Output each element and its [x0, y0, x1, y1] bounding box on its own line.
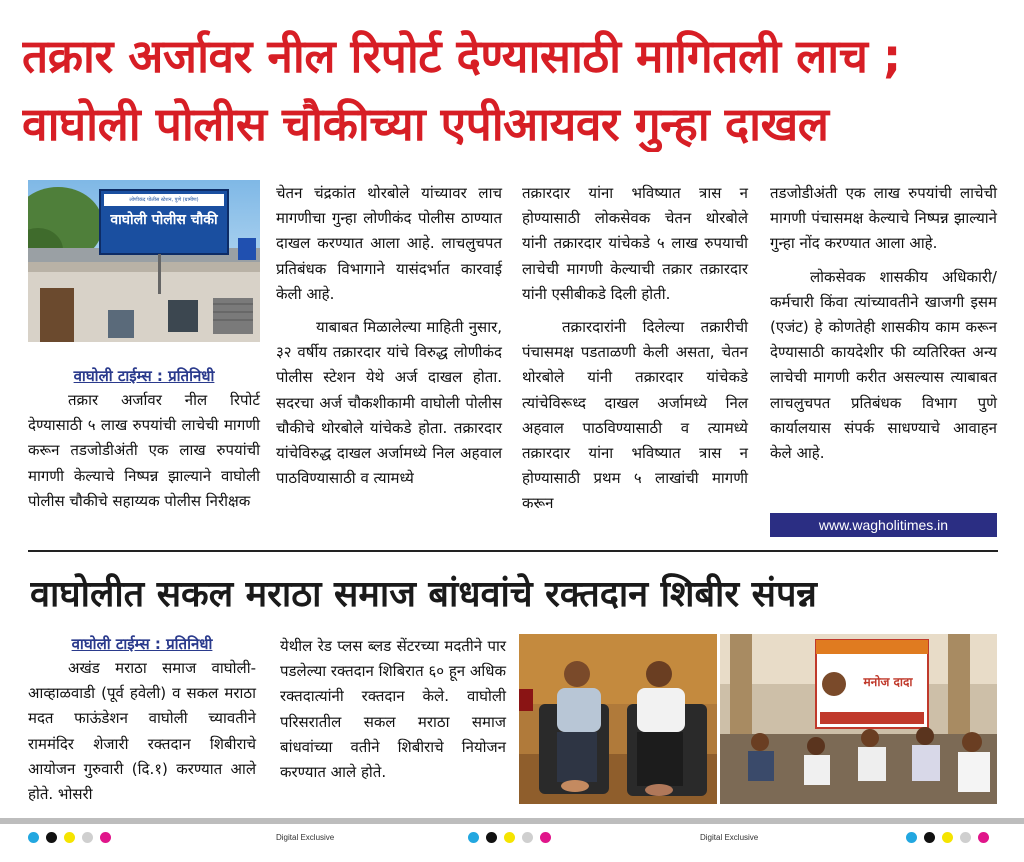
story1-column-1 — [28, 364, 260, 514]
main-headline-line-2: वाघोली पोलीस चौकीच्या एपीआयवर गुन्हा दाखल — [22, 97, 829, 151]
story1-col3-paragraph-2: तक्रारदारांनी दिलेल्या तक्रारीची पंचासमक्ष पडताळणी केली असता, चेतन थोरबोले यांनी तक्रारदार यांचेकडे त्यांचेविरूध्द दाखल अर्जामध्ये निल अहवाल पाठविण्यासाठी व त्यामध्ये तक्रारदार यांना भविष्यात त्रास न होण्यासाठी प्रथम ५ लाखांची मागणी करून — [522, 318, 748, 513]
reg-dot-black — [46, 832, 57, 843]
reg-dot-gray — [82, 832, 93, 843]
reg-dot-black-mid — [486, 832, 497, 843]
website-bar: www.wagholitimes.in — [770, 513, 997, 537]
camp-banner-text: मनोज दादा — [863, 675, 913, 689]
story2-col1-text: अखंड मराठा समाज वाघोली-आव्हाळवाडी (पूर्व हवेली) व सकल मराठा मदत फाऊंडेशन वाघोली च्यावतीने राममंदिर शेजारी रक्तदान शिबीराचे आयोजन गुरुवारी (दि.१) करण्यात आले होते. भोसरी — [28, 659, 256, 804]
reg-dot-magenta — [100, 832, 111, 843]
signboard-title: वाघोली पोलीस चौकी — [110, 212, 218, 228]
story1-col1-text: तक्रार अर्जावर नील रिपोर्ट देण्यासाठी ५ लाख रुपयांची लाचेची मागणी करून तडजोडीअंती एक लाख रुपयांची मागणी केल्याचे निष्पन्न झाल्याने वाघोली पोलीस चौकीचे सहाय्यक पोलीस निरीक्षक — [28, 391, 260, 510]
reg-dot-gray-mid — [522, 832, 533, 843]
story2-byline: वाघोली टाईम्स : प्रतिनिधी — [71, 635, 213, 653]
reg-dot-cyan-right — [906, 832, 917, 843]
story1-col4-paragraph-2: लोकसेवक शासकीय अधिकारी/कर्मचारी किंवा त्यांच्यावतीने खाजगी इसम (एजंट) हे कोणतेही शासकीय काम करून देण्यासाठी कायदेशीर फी व्यतिरिक्त अन्य लाचेची मागणी करीत असल्यास त्याबाबत लाचलुचपत प्रतिबंधक विभाग पुणे कार्यालयास संपर्क साधण्याचे आवाहन केले आहे. — [770, 267, 997, 463]
story1-col4-paragraph-1: तडजोडीअंती एक लाख रुपयांची लाचेची मागणी पंचासमक्ष केल्याचे निष्पन्न झाल्याने गुन्हा नोंद करण्यात आला आहे. — [770, 184, 997, 253]
reg-dot-black-right — [924, 832, 935, 843]
story1-col3-paragraph-1: तक्रारदार यांना भविष्यात त्रास न होण्यासाठी लोकसेवक चेतन थोरबोले यांनी तक्रारदार यांचेकडे ५ लाख रुपयाची लाचेची मागणी केल्याची तक्रार तक्रारदार यांनी एसीबीकडे दिली होती. — [522, 184, 748, 303]
story2-column-1 — [28, 632, 256, 807]
reg-dot-cyan — [28, 832, 39, 843]
police-chowki-photo — [28, 180, 260, 342]
blood-donation-photo-1 — [519, 634, 717, 804]
story2-col2-text: येथील रेड प्लस ब्लड सेंटरच्या मदतीने पार पडलेल्या रक्तदान शिबिरात ६० हून अधिक रक्तदात्यांनी रक्तदान केले. वाघोली परिसरातील सकल मराठा समाज बांधवांच्या वतीने शिबीराचे नियोजन करण्यात आले होते. — [280, 637, 506, 782]
story1-byline: वाघोली टाईम्स : प्रतिनिधी — [73, 367, 215, 385]
footer-label-2: Digital Exclusive — [700, 833, 759, 842]
main-headline-line-1: तक्रार अर्जावर नील रिपोर्ट देण्यासाठी मागितली लाच ; — [22, 29, 901, 83]
reg-dot-cyan-mid — [468, 832, 479, 843]
story1-column-2 — [276, 181, 502, 491]
story1-col2-paragraph-1: चेतन चंद्रकांत थोरबोले यांच्यावर लाच मागणीचा गुन्हा लोणीकंद पोलीस ठाण्यात दाखल करण्यात आला आहे. लाचलुचपत प्रतिबंधक विभागाने यासंदर्भात कारवाई केली आहे. — [276, 184, 502, 303]
story2-headline: वाघोलीत सकल मराठा समाज बांधवांचे रक्तदान शिबीर संपन्न — [30, 574, 817, 615]
signboard-small-text: लोणीकंद पोलीस स्टेशन, पुणे (ग्रामीण) — [129, 197, 199, 203]
reg-dot-magenta-right — [978, 832, 989, 843]
footer-bar — [0, 818, 1024, 824]
reg-dot-yellow-mid — [504, 832, 515, 843]
reg-dot-yellow-right — [942, 832, 953, 843]
footer-label-1: Digital Exclusive — [276, 833, 335, 842]
story1-column-3 — [522, 181, 748, 517]
section-divider — [28, 550, 998, 552]
reg-dot-magenta-mid — [540, 832, 551, 843]
reg-dot-yellow — [64, 832, 75, 843]
story1-col2-paragraph-2: याबाबत मिळालेल्या माहिती नुसार, ३२ वर्षीय तक्रारदार यांचे विरुद्ध लोणीकंद पोलीस स्टेशन येथे अर्ज दाखल होता. सदरचा अर्ज चौकशीकामी वाघोली पोलीस चौकीचे थोरबोले यांचेकडे होता. तक्रारदार यांचेविरुद्ध दाखल अर्जामध्ये निल अहवाल पाठविण्यासाठी व त्यामध्ये — [276, 318, 502, 488]
story1-column-4 — [770, 181, 997, 466]
story2-column-2 — [280, 634, 506, 785]
reg-dot-gray-right — [960, 832, 971, 843]
blood-donation-photo-2 — [720, 634, 997, 804]
